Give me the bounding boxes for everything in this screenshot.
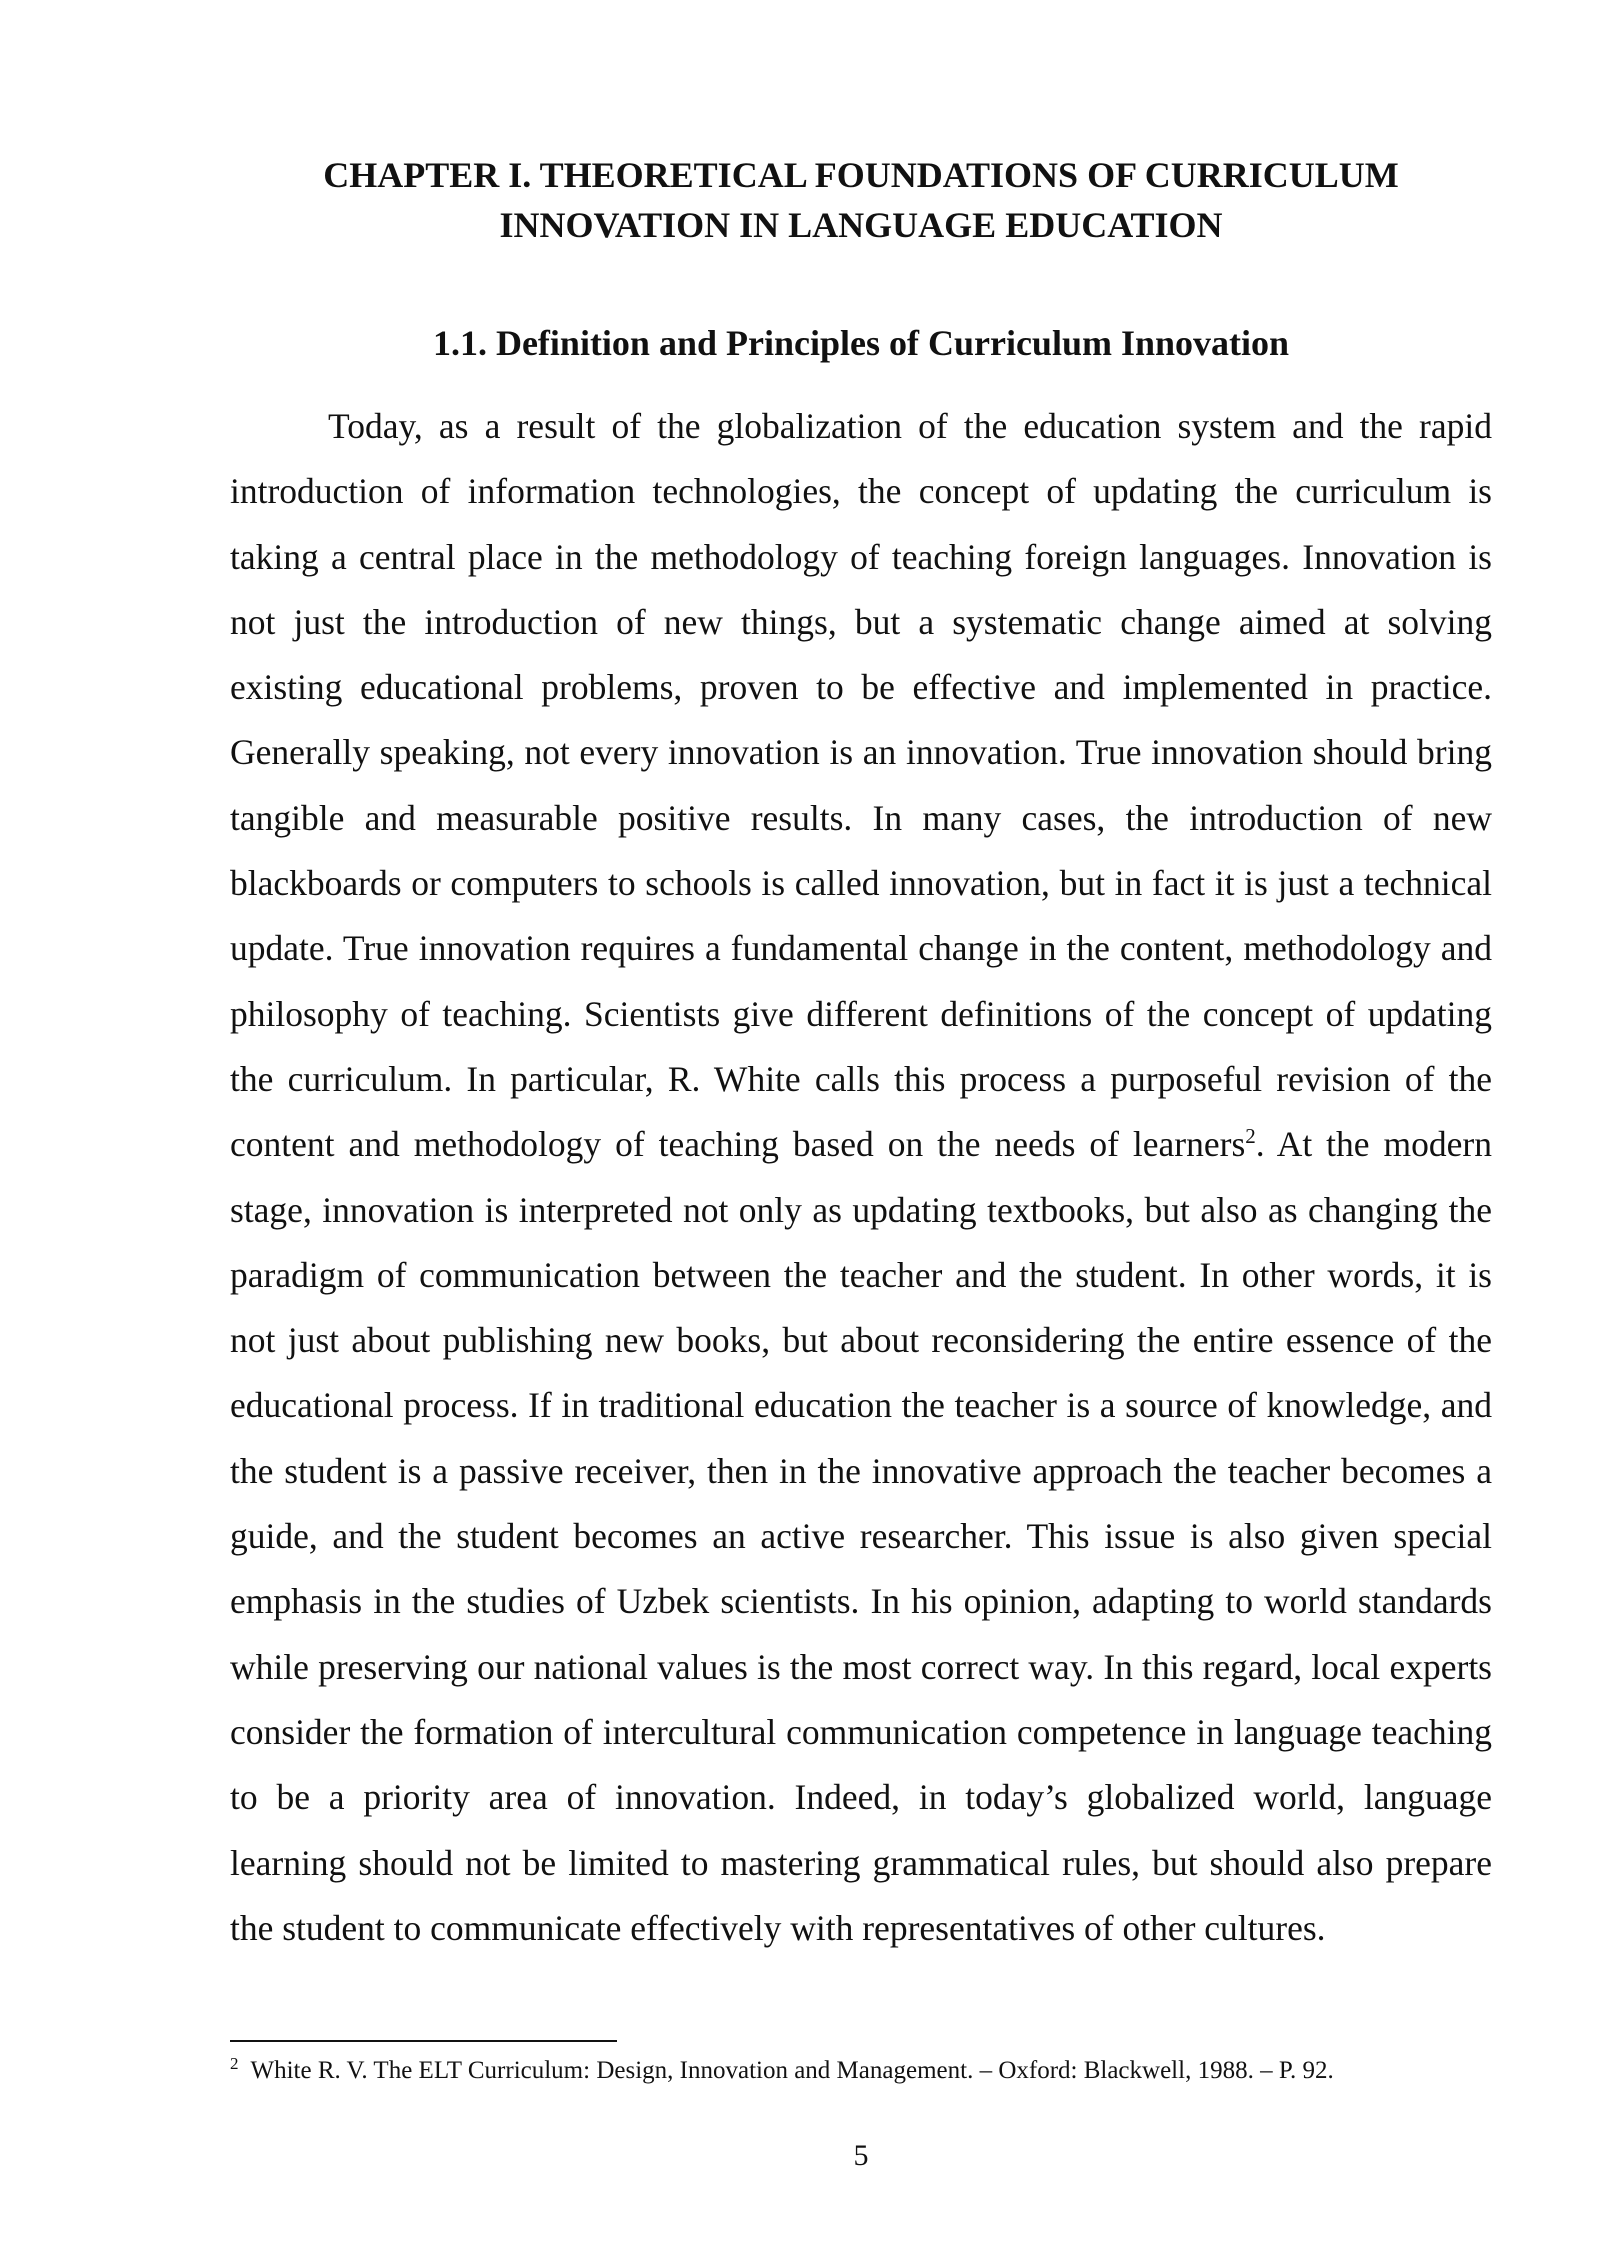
section-title: 1.1. Definition and Principles of Curriculum Innovation [432, 323, 1290, 363]
body-text-part-2: . At the modern stage, innovation is interpreted not only as updating textbooks, but also as changing the paradigm of communication between the teacher and the student. In other words, it is not just about publishing new books, but about reconsidering the entire essence of the educational process. If in traditional education the teacher is a source of knowledge, and the student is a passive receiver, then in the innovative approach the teacher becomes a guide, and the student becomes an active researcher. This issue is also given special emphasis in the studies of Uzbek scientists. In his opinion, adapting to world standards while preserving our national values is the most correct way. In this regard, local experts consider the formation of intercultural communication competence in language teaching to be a priority area of innovation. Indeed, in today’s globalized world, language learning should not be limited to mastering grammatical rules, but should also prepare the student to communicate effectively with representatives of other cultures. [230, 1124, 1492, 1948]
footnote-text: White R. V. The ELT Curriculum: Design, Innovation and Management. – Oxford: Blackwell, 1988. – P. 92. [250, 2057, 1334, 2084]
page-number: 5 [853, 2139, 869, 2172]
body-text-part-1: Today, as a result of the globalization of the education system and the rapid introduction of information technologies, the concept of updating the curriculum is taking a central place in the methodology of teaching foreign languages. Innovation is not just the introduction of new things, but a systematic change aimed at solving existing educational problems, proven to be effective and implemented in practice. Generally speaking, not every innovation is an innovation. True innovation should bring tangible and measurable positive results. In many cases, the introduction of new blackboards or computers to schools is called innovation, but in fact it is just a technical update. True innovation requires a fundamental change in the content, methodology and philosophy of teaching. Scientists give different definitions of the concept of updating the curriculum. In particular, R. White calls this process a purposeful revision of the content and methodology of teaching based on the needs of learners [230, 406, 1492, 1165]
body-paragraph [230, 394, 1492, 1961]
footnote-marker: 2 [230, 2053, 239, 2073]
chapter-title-line-1: CHAPTER I. THEORETICAL FOUNDATIONS OF CURRICULUM [323, 155, 1399, 195]
footnote-separator [230, 2040, 617, 2042]
chapter-title [230, 150, 1492, 250]
chapter-title-line-2: INNOVATION IN LANGUAGE EDUCATION [499, 205, 1223, 245]
footnote [230, 2053, 1492, 2089]
footnote-reference[interactable]: 2 [1245, 1124, 1256, 1149]
